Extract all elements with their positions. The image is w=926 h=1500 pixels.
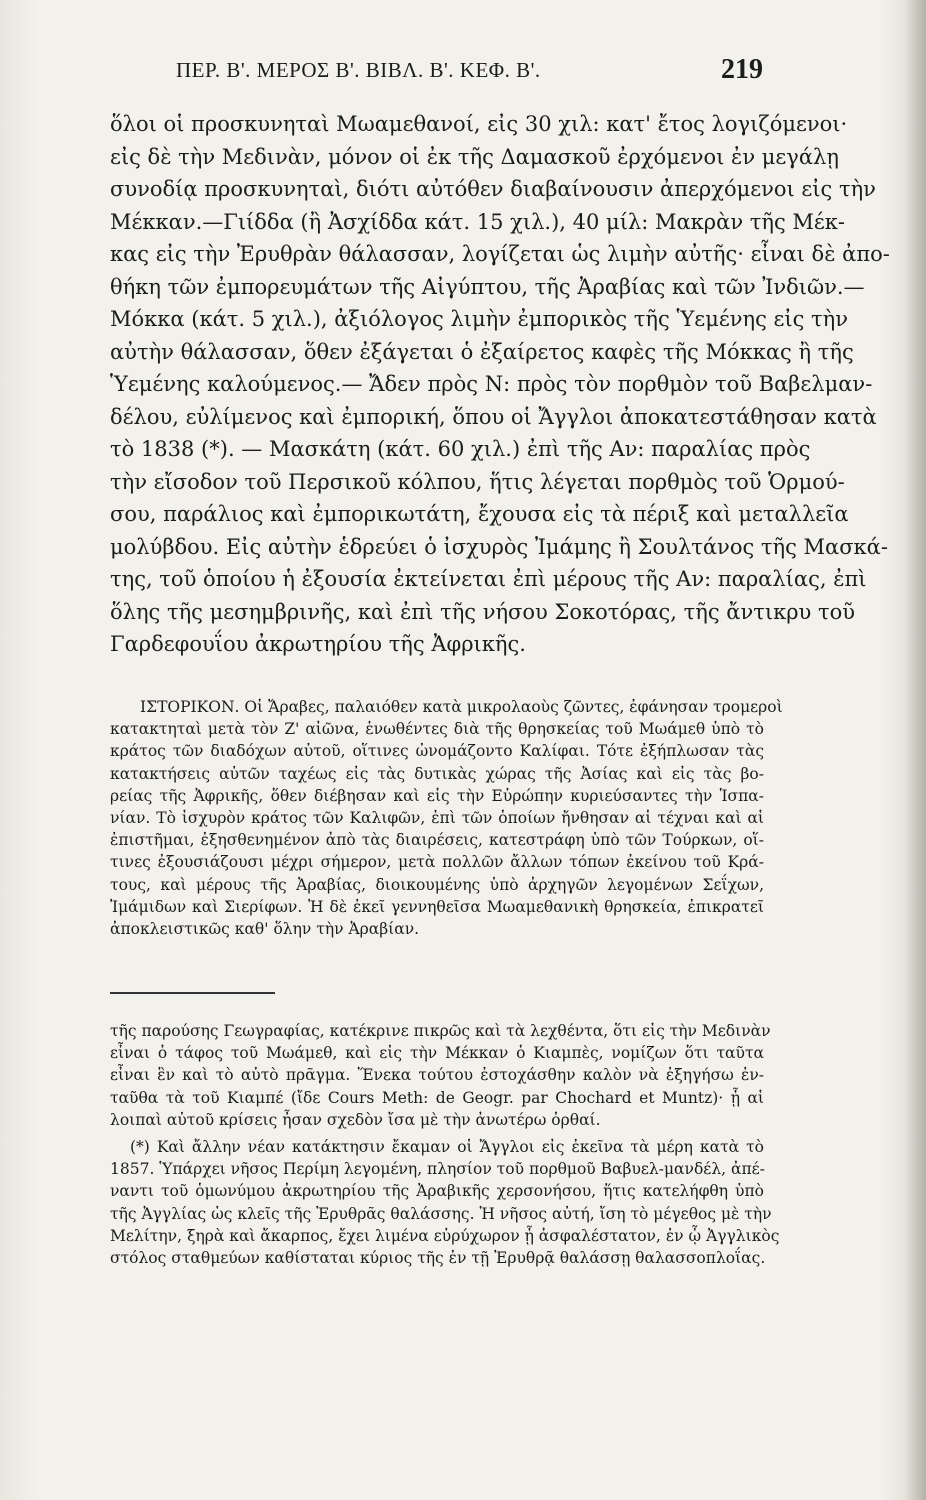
history-line: κράτος τῶν διαδόχων αὐτοῦ, οἵτινες ὠνομάζοντο Καλίφαι. Τότε ἐξήπλωσαν τὰς: [110, 742, 764, 761]
history-line: κατακτήσεις αὐτῶν ταχέως εἰς τὰς δυτικὰς χώρας τῆς Ἀσίας καὶ εἰς τὰς βο-: [110, 764, 764, 783]
history-line: τινες ἐξουσιάζουσι μέχρι σήμερον, μετὰ πολλῶν ἄλλων τόπων ἐκείνου τοῦ Κρά-: [110, 853, 764, 872]
footnote-line: ταῦθα τὰ τοῦ Κιαμπέ (ἴδε Cours Meth: de Geogr. par Chochard et Muntz)· ᾗ αἱ: [110, 1088, 764, 1107]
footnote-star-line: ναντι τοῦ ὁμωνύμου ἀκρωτηρίου τῆς Ἀραβικῆς χερσονήσου, ἥτις κατελήφθη ὑπὸ: [110, 1182, 764, 1201]
footnote-line: εἶναι ἓν καὶ τὸ αὐτὸ πρᾶγμα. Ἕνεκα τούτου ἐστοχάσθην καλὸν νὰ ἐξηγήσω ἐν-: [110, 1066, 764, 1085]
binding-shadow: [904, 0, 926, 1500]
running-head: ΠΕΡ. Β'. ΜΕΡΟΣ Β'. ΒΙΒΛ. Β'. ΚΕΦ. Β'.: [176, 58, 541, 82]
footnote-star-line: τῆς Ἀγγλίας ὡς κλεῖς τῆς Ἐρυθρᾶς θαλάσσης. Ἡ νῆσος αὐτή, ἴση τὸ μέγεθος μὲ τὴν: [110, 1204, 772, 1223]
history-line: ἐπιστῆμαι, ἐξησθενημένον ἀπὸ τὰς διαιρέσεις, κατεστράφη ὑπὸ τῶν Τούρκων, οἵ-: [110, 831, 764, 850]
text-line: ὅλης τῆς μεσημβρινῆς, καὶ ἐπὶ τῆς νήσου Σοκοτόρας, τῆς ἄντικρυ τοῦ: [110, 599, 856, 624]
main-text: [110, 108, 890, 661]
footnote-rule: [110, 992, 275, 994]
text-line: αὐτὴν θάλασσαν, ὅθεν ἐξάγεται ὁ ἐξαίρετος καφὲς τῆς Μόκκας ἢ τῆς: [110, 339, 854, 364]
footnote-star-line: 1857. Ὑπάρχει νῆσος Περίμη λεγομένη, πλησίον τοῦ πορθμοῦ Βαβυελ-μανδέλ, ἀπέ-: [110, 1160, 765, 1179]
text-line: θήκη τῶν ἐμπορευμάτων τῆς Αἰγύπτου, τῆς Ἀραβίας καὶ τῶν Ἰνδιῶν.—: [110, 274, 865, 299]
footnote-line: εἶναι ὁ τάφος τοῦ Μωάμεθ, καὶ εἰς τὴν Μέκκαν ὁ Κιαμπὲς, νομίζων ὅτι ταῦτα: [110, 1044, 764, 1063]
text-line: συνοδίᾳ προσκυνηταὶ, διότι αὐτόθεν διαβαίνουσιν ἀπερχόμενοι εἰς τὴν: [110, 177, 876, 201]
footnotes: [110, 1020, 780, 1269]
history-line: Ἰμάμιδων καὶ Σιερίφων. Ἡ δὲ ἐκεῖ γεννηθεῖσα Μωαμεθανικὴ θρησκεία, ἐπικρατεῖ: [110, 897, 764, 916]
text-line: Μόκκα (κάτ. 5 χιλ.), ἀξιόλογος λιμὴν ἐμπορικὸς τῆς Ὑεμένης εἰς τὴν: [110, 307, 849, 331]
page-number: 219: [721, 54, 763, 85]
text-line: σου, παράλιος καὶ ἐμπορικωτάτη, ἔχουσα εἰς τὰ πέριξ καὶ μεταλλεῖα: [110, 502, 849, 526]
footnote-line: λοιπαὶ αὐτοῦ κρίσεις ἦσαν σχεδὸν ἴσα μὲ τὴν ἀνωτέρω ὀρθαί.: [110, 1110, 601, 1129]
text-line: μολύβδου. Εἰς αὐτὴν ἑδρεύει ὁ ἰσχυρὸς Ἰμάμης ἢ Σουλτάνος τῆς Μασκά-: [110, 534, 888, 559]
history-line: νίαν. Τὸ ἰσχυρὸν κράτος τῶν Καλιφῶν, ἐπὶ τῶν ὁποίων ἤνθησαν αἱ τέχναι καὶ αἱ: [110, 808, 764, 827]
text-line: εἰς δὲ τὴν Μεδινὰν, μόνον οἱ ἐκ τῆς Δαμασκοῦ ἐρχόμενοι ἐν μεγάλῃ: [110, 144, 839, 169]
history-line: τους, καὶ μέρους τῆς Ἀραβίας, διοικουμένης ὑπὸ ἀρχηγῶν λεγομένων Σεΐχων,: [110, 875, 764, 894]
history-line: ΙΣΤΟΡΙΚΟΝ. Οἱ Ἄραβες, παλαιόθεν κατὰ μικρολαοὺς ζῶντες, ἐφάνησαν τρομεροὶ: [140, 698, 783, 716]
text-line: Ὑεμένης καλούμενος.— Ἄδεν πρὸς Ν: πρὸς τὸν πορθμὸν τοῦ Βαβελμαν-: [110, 372, 873, 396]
text-line: της, τοῦ ὁποίου ἡ ἐξουσία ἐκτείνεται ἐπὶ μέρους τῆς Αν: παραλίας, ἐπὶ: [110, 567, 867, 591]
text-line: κας εἰς τὴν Ἐρυθρὰν θάλασσαν, λογίζεται ὡς λιμὴν αὐτῆς· εἶναι δὲ ἀπο-: [110, 242, 890, 266]
text-line: ὅλοι οἱ προσκυνηταὶ Μωαμεθανοί, εἰς 30 χιλ: κατ' ἔτος λογιζόμενοι·: [110, 112, 848, 136]
history-line: ρείας τῆς Ἀφρικῆς, ὅθεν διέβησαν καὶ εἰς τὴν Εὐρώπην κυριεύσαντες τὴν Ἱσπα-: [110, 786, 764, 805]
footnote-line: τῆς παρούσης Γεωγραφίας, κατέκρινε πικρῶς καὶ τὰ λεχθέντα, ὅτι εἰς τὴν Μεδινὰν: [110, 1022, 771, 1040]
text-line: Μέκκαν.—Γιίδδα (ἢ Ἀσχίδδα κάτ. 15 χιλ.), 40 μίλ: Μακρὰν τῆς Μέκ-: [110, 209, 845, 234]
history-line: κατακτηταὶ μετὰ τὸν Ζ' αἰῶνα, ἑνωθέντες διὰ τῆς θρησκείας τοῦ Μωάμεθ ὑπὸ τὸ: [110, 720, 764, 739]
footnote-star-line: στόλος σταθμεύων καθίσταται κύριος τῆς ἐν τῇ Ἐρυθρᾷ θαλάσσῃ θαλασσοπλοΐας.: [110, 1248, 766, 1267]
text-line: τὸ 1838 (*). — Μασκάτη (κάτ. 60 χιλ.) ἐπὶ τῆς Αν: παραλίας πρὸς: [110, 437, 811, 461]
text-line: τὴν εἴσοδον τοῦ Περσικοῦ κόλπου, ἥτις λέγεται πορθμὸς τοῦ Ὁρμού-: [110, 469, 845, 494]
text-line: δέλου, εὐλίμενος καὶ ἐμπορική, ὅπου οἱ Ἄγγλοι ἀποκατεστάθησαν κατὰ: [110, 404, 877, 429]
footnote-star-line: (*) Καὶ ἄλλην νέαν κατάκτησιν ἔκαμαν οἱ Ἄγγλοι εἰς ἐκεῖνα τὰ μέρη κατὰ τὸ: [130, 1137, 764, 1156]
text-line: Γαρδεφουΐου ἀκρωτηρίου τῆς Ἀφρικῆς.: [110, 632, 526, 656]
history-line: ἀποκλειστικῶς καθ' ὅλην τὴν Ἀραβίαν.: [110, 919, 420, 938]
footnote-star-line: Μελίτην, ξηρὰ καὶ ἄκαρπος, ἔχει λιμένα εὐρύχωρον ᾗ ἀσφαλέστατον, ἐν ᾧ Ἀγγλικὸς: [110, 1226, 780, 1245]
historical-section: [110, 696, 783, 940]
